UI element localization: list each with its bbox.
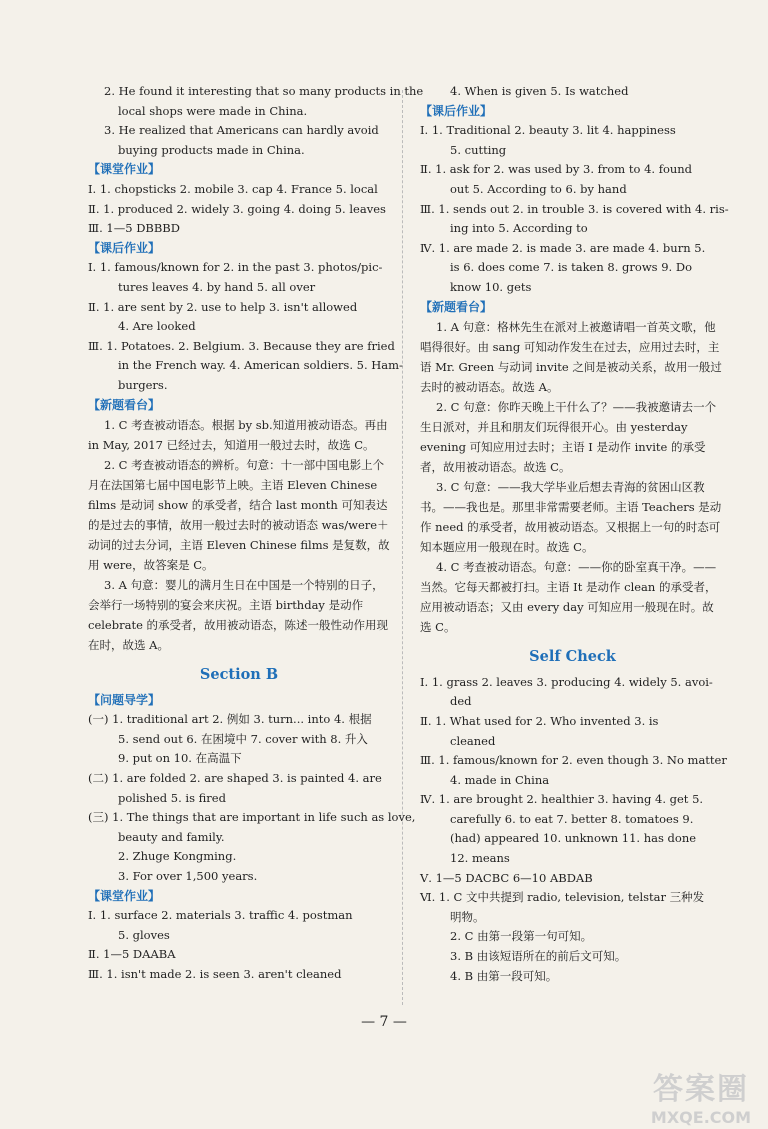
section-heading: 【课堂作业】 <box>88 162 161 177</box>
section-title: Self Check <box>529 648 616 666</box>
answer-line: Ⅳ. 1. are brought 2. healthier 3. having 4. get 5. <box>420 792 704 807</box>
answer-line: 5. send out 6. 在困境中 7. cover with 8. 升入 <box>118 731 368 746</box>
answer-line: 4. Are looked <box>118 319 196 334</box>
explanation-paragraph: 1. A 句意：格林先生在派对上被邀请唱一首英文歌，他唱得很好。由 sang 可知动作发生在过去，应用过去时，主语 Mr. Green 与动词 invite 之间是被动关系，故用一般过去时的被动语态。故选 A。 <box>420 320 722 395</box>
answer-line: (had) appeared 10. unknown 11. has done <box>450 831 697 846</box>
answer-line: polished 5. is fired <box>118 790 226 805</box>
answer-line: Ⅳ. 1. are made 2. is made 3. are made 4. burn 5. <box>420 240 706 255</box>
answer-line: 2. C 由第一段第一句可知。 <box>450 929 593 944</box>
answer-line: 4. B 由第一段可知。 <box>450 968 558 983</box>
answer-line: Ⅴ. 1—5 DACBC 6—10 ABDAB <box>420 870 593 885</box>
answer-line: Ⅱ. 1. produced 2. widely 3. going 4. doing 5. leaves <box>88 201 386 216</box>
page-number: — 7 — <box>361 1014 407 1030</box>
answer-line: cleaned <box>450 733 496 748</box>
answer-line: Ⅱ. 1. are sent by 2. use to help 3. isn't allowed <box>88 299 358 314</box>
section-heading: 【课后作业】 <box>420 103 493 118</box>
explanation-paragraph: 3. A 句意：婴儿的满月生日在中国是一个特别的日子，会举行一场特别的宴会来庆祝。主语 birthday 是动作 celebrate 的承受者，故用被动语态，陈述一般性动作用现在时，故选 A。 <box>88 578 389 653</box>
answer-line: buying products made in China. <box>118 142 305 157</box>
answer-line: Ⅰ. 1. famous/known for 2. in the past 3. photos/pic- <box>88 260 383 275</box>
answer-line: ing into 5. According to <box>450 221 588 236</box>
answer-line: Ⅰ. 1. grass 2. leaves 3. producing 4. widely 5. avoi- <box>420 674 713 689</box>
section-heading: 【新题看台】 <box>88 397 161 412</box>
answer-line: (三) 1. The things that are important in life such as love, <box>88 810 416 825</box>
answer-line: tures leaves 4. by hand 5. all over <box>118 279 316 294</box>
answer-line: Ⅲ. 1. isn't made 2. is seen 3. aren't cleaned <box>88 967 342 981</box>
answer-line: 4. When is given 5. Is watched <box>450 84 629 98</box>
answer-line: 4. made in China <box>450 772 550 787</box>
answer-line: Ⅰ. 1. Traditional 2. beauty 3. lit 4. happiness <box>420 123 676 138</box>
explanation-paragraph: 4. C 考查被动语态。句意：——你的卧室真干净。——当然。它每天都被打扫。主语 It 是动作 clean 的承受者，应用被动语态；又由 every day 可知应用一般现在时。故选 C。 <box>420 560 717 635</box>
answer-line: is 6. does come 7. is taken 8. grows 9. Do <box>450 260 692 275</box>
answer-line: (二) 1. are folded 2. are shaped 3. is painted 4. are <box>88 771 382 786</box>
answer-line: 9. put on 10. 在高温下 <box>118 751 242 766</box>
section-heading: 【新题看台】 <box>420 299 493 314</box>
answer-line: Ⅲ. 1. famous/known for 2. even though 3. No matter <box>420 753 727 768</box>
answer-line: 2. He found it interesting that so many products in the <box>104 84 424 98</box>
answer-line: 2. Zhuge Kongming. <box>118 849 237 864</box>
explanation-paragraph: 3. C 句意：——我大学毕业后想去青海的贫困山区教书。——我也是。那里非常需要老师。主语 Teachers 是动作 need 的承受者，故用被动语态。又根据上一句的时态可知本题应用一般现在时。故选 C。 <box>420 480 722 555</box>
answer-line: 3. B 由该短语所在的前后文可知。 <box>450 949 627 964</box>
answer-line: Ⅱ. 1. ask for 2. was used by 3. from to 4. found <box>420 162 693 177</box>
answer-line: out 5. According to 6. by hand <box>450 181 627 196</box>
explanation-paragraph: 2. C 句意：你昨天晚上干什么了？——我被邀请去一个生日派对，并且和朋友们玩得很开心。由 yesterday evening 可知应用过去时；主语 I 是动作 invite 的承受者，故用被动语态。故选 C。 <box>420 400 717 475</box>
answer-line: carefully 6. to eat 7. better 8. tomatoes 9. <box>450 811 694 826</box>
answer-line: Ⅲ. 1. sends out 2. in trouble 3. is covered with 4. ris- <box>420 201 729 216</box>
answer-line: 3. For over 1,500 years. <box>118 869 258 884</box>
answer-line: Ⅰ. 1. chopsticks 2. mobile 3. cap 4. France 5. local <box>88 181 378 196</box>
section-heading: 【课堂作业】 <box>88 888 161 903</box>
answer-line: ded <box>450 694 472 709</box>
watermark-logo: 答案圈 MXQE.COM <box>650 1072 752 1127</box>
answer-line: 5. gloves <box>118 927 170 942</box>
answer-line: 5. cutting <box>450 142 507 157</box>
answer-line: 12. means <box>450 851 510 866</box>
answer-line: local shops were made in China. <box>118 103 308 118</box>
answer-line: 明物。 <box>450 909 485 924</box>
answer-line: Ⅲ. 1. Potatoes. 2. Belgium. 3. Because they are fried <box>88 338 395 353</box>
left-column <box>88 82 424 985</box>
answer-line: 3. He realized that Americans can hardly avoid <box>104 123 379 138</box>
answer-line: Ⅰ. 1. surface 2. materials 3. traffic 4. postman <box>88 908 353 923</box>
explanation-paragraph: 1. C 考查被动语态。根据 by sb.知道用被动语态。再由 in May, 2017 已经过去，知道用一般过去时，故选 C。 <box>88 418 388 453</box>
answer-line: Ⅱ. 1—5 DAABA <box>88 947 176 962</box>
answer-line: Ⅵ. 1. C 文中共提到 radio, television, telstar 三种发 <box>420 890 705 905</box>
explanation-paragraph: 2. C 考查被动语态的辨析。句意：十一部中国电影上个月在法国第七届中国电影节上映。主语 Eleven Chinese films 是动词 show 的承受者，结合 last month 可知表达的是过去的事情，故用一般过去时的被动语态 was/were＋动词的过去分词，主语 Eleven Chinese films 是复数，故用 were，故答案是 C。 <box>88 458 390 573</box>
answer-line: know 10. gets <box>450 279 532 294</box>
answer-line: in the French way. 4. American soldiers. 5. Ham- <box>118 358 403 373</box>
answer-line: burgers. <box>118 377 168 392</box>
right-column <box>420 82 729 986</box>
column-divider <box>402 90 403 1005</box>
section-heading: 【课后作业】 <box>88 240 161 255</box>
answer-line: (一) 1. traditional art 2. 例如 3. turn... into 4. 根据 <box>88 712 372 727</box>
answer-line: beauty and family. <box>118 829 225 844</box>
answer-line: Ⅱ. 1. What used for 2. Who invented 3. is <box>420 713 659 728</box>
answer-line: Ⅲ. 1—5 DBBBD <box>88 221 180 236</box>
section-title: Section B <box>199 666 279 684</box>
section-heading: 【问题导学】 <box>88 692 161 707</box>
